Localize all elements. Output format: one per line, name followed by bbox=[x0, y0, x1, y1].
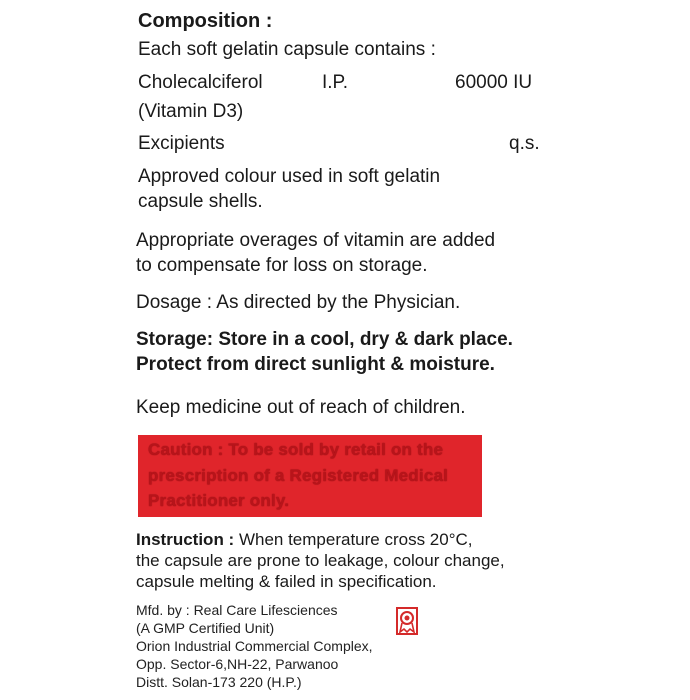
mfd-line-5: Distt. Solan-173 220 (H.P.) bbox=[136, 674, 302, 690]
keep-away-text: Keep medicine out of reach of children. bbox=[136, 397, 466, 418]
ingredient-quantity: 60000 IU bbox=[455, 72, 533, 93]
excipients-quantity: q.s. bbox=[509, 133, 540, 154]
composition-intro: Each soft gelatin capsule contains : bbox=[138, 39, 436, 60]
overage-note-line-2: to compensate for loss on storage. bbox=[136, 255, 428, 276]
instruction-line-3: capsule melting & failed in specification. bbox=[136, 572, 437, 591]
caution-line-1: Caution : To be sold by retail on the bbox=[148, 440, 444, 459]
instruction-line-1 bbox=[136, 530, 473, 550]
caution-line-3: Practitioner only. bbox=[148, 491, 290, 510]
ingredient-standard: I.P. bbox=[322, 72, 349, 93]
caution-box bbox=[138, 435, 482, 517]
overage-note-line-1: Appropriate overages of vitamin are added bbox=[136, 230, 496, 251]
ingredient-name-2: (Vitamin D3) bbox=[138, 101, 244, 122]
colour-note-line-2: capsule shells. bbox=[138, 191, 263, 212]
dosage-text: Dosage : As directed by the Physician. bbox=[136, 292, 461, 313]
instruction-text-1: When temperature cross 20°C, bbox=[234, 530, 473, 549]
mfd-line-3: Orion Industrial Commercial Complex, bbox=[136, 638, 373, 654]
gmp-seal-icon bbox=[396, 607, 418, 635]
colour-note-line-1: Approved colour used in soft gelatin bbox=[138, 166, 441, 187]
mfd-line-4: Opp. Sector-6,NH-22, Parwanoo bbox=[136, 656, 339, 672]
mfd-line-1: Mfd. by : Real Care Lifesciences bbox=[136, 602, 338, 618]
composition-heading: Composition : bbox=[138, 10, 273, 32]
caution-line-2: prescription of a Registered Medical bbox=[148, 466, 449, 485]
storage-line-1: Storage: Store in a cool, dry & dark place. bbox=[136, 329, 513, 350]
instruction-label: Instruction : bbox=[136, 530, 235, 549]
instruction-line-2: the capsule are prone to leakage, colour change, bbox=[136, 551, 505, 570]
ingredient-name: Cholecalciferol bbox=[138, 72, 263, 93]
excipients-label: Excipients bbox=[138, 133, 225, 154]
storage-line-2: Protect from direct sunlight & moisture. bbox=[136, 354, 495, 375]
mfd-line-2: (A GMP Certified Unit) bbox=[136, 620, 275, 636]
